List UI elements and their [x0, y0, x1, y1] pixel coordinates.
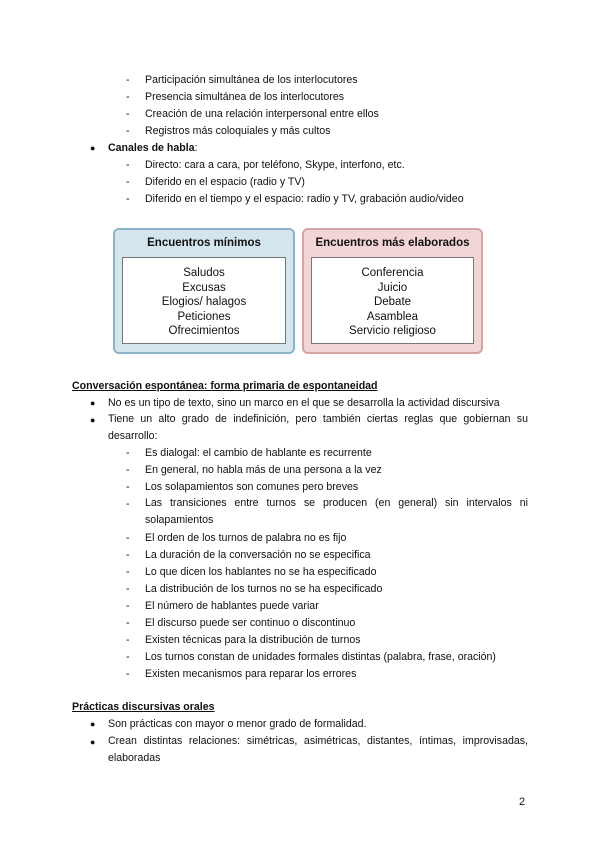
list-item: Peticiones — [177, 310, 231, 323]
panel-title: Encuentros mínimos — [147, 237, 261, 249]
list-item: Saludos — [183, 267, 225, 279]
list-item: Debate — [373, 296, 412, 308]
list-item: Asamblea — [366, 310, 419, 323]
panel-list — [311, 257, 474, 344]
bullet-icon: ● — [90, 143, 96, 153]
canales-label: Canales de habla — [108, 142, 195, 154]
section-heading: Prácticas discursivas orales — [72, 701, 215, 713]
page-number: 2 — [519, 796, 526, 808]
bullet-icon: ● — [90, 415, 96, 425]
list-item: Ofrecimientos — [168, 325, 240, 337]
list-item: Conferencia — [361, 267, 424, 279]
encuentros-minimos-panel — [113, 228, 295, 354]
encuentros-elaborados-panel — [302, 228, 483, 354]
section-heading: Conversación espontánea: forma primaria de espontaneidad — [72, 380, 378, 392]
list-item: Juicio — [377, 281, 408, 294]
bullet-icon: ● — [90, 737, 96, 747]
list-item: Elogios/ halagos — [161, 296, 247, 308]
list-item: Servicio religioso — [349, 325, 436, 337]
bullet-icon: ● — [90, 398, 96, 408]
panel-list — [122, 257, 286, 344]
list-item: Excusas — [182, 281, 226, 294]
panel-title: Encuentros más elaborados — [315, 237, 470, 249]
bullet-icon: ● — [90, 719, 96, 729]
